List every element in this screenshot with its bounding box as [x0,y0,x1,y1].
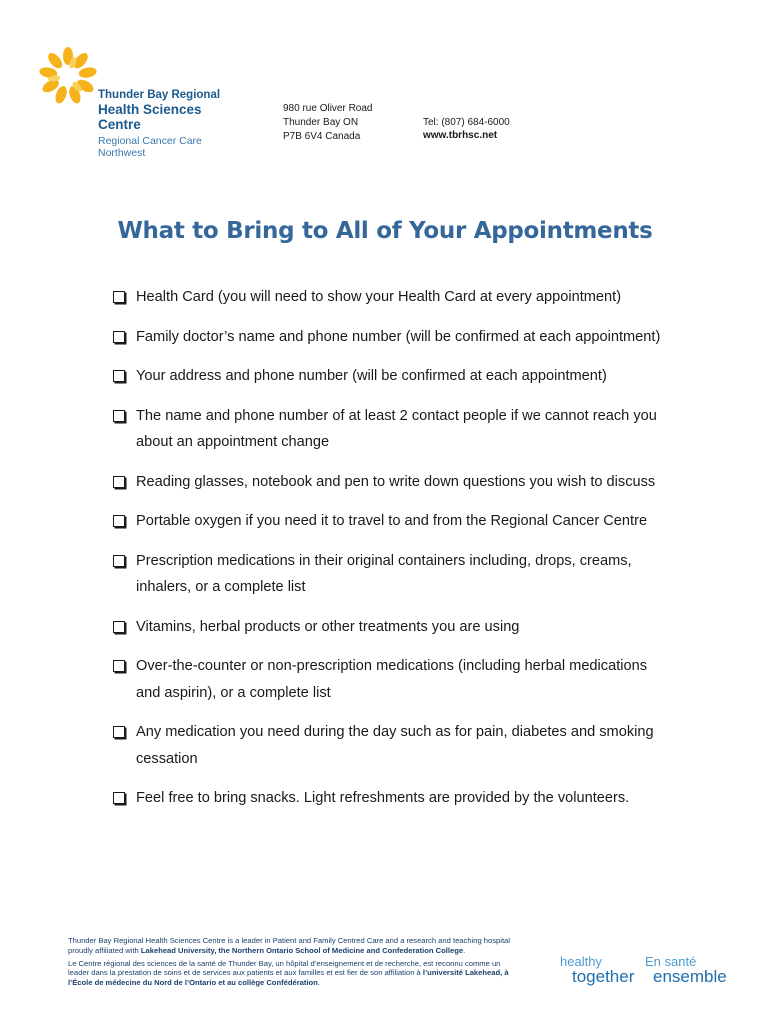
checkbox-icon[interactable] [113,726,125,738]
checklist-item-text: Vitamins, herbal products or other treatments you are using [136,618,520,635]
footer-english-text: Thunder Bay Regional Health Sciences Centre is a leader in Patient and Family Centred Care and a research and teaching hospital proudly affiliated with [68,936,510,955]
healthy-word: healthy [560,954,602,969]
en-sante-word: En santé [645,954,697,969]
logo-line-regional-cancer-care: Regional Cancer Care [98,135,202,147]
footer-french-affiliates: l’université Lakehead, à l’École de médecine du Nord de l’Ontario et au collège Confédération [68,968,509,988]
logo-line-thunder-bay: Thunder Bay Regional [98,89,221,101]
appointment-checklist [112,284,672,825]
address-city: Thunder Bay ON [283,117,359,128]
checklist-item [112,508,672,535]
checkbox-icon[interactable] [113,410,125,422]
checklist-item [112,324,672,351]
contact-info [423,116,510,142]
checkbox-icon[interactable] [113,370,125,382]
checklist-item [112,785,672,812]
phone-number: Tel: (807) 684-6000 [423,117,510,128]
page-title: What to Bring to All of Your Appointments [117,218,653,244]
checklist-item [112,284,672,311]
together-word: together [572,967,635,986]
logo-line-northwest: Northwest [98,147,146,159]
checkbox-icon[interactable] [113,555,125,567]
checklist-item-text: Family doctor’s name and phone number (will be confirmed at each appointment) [136,328,661,345]
checklist-item-text: Reading glasses, notebook and pen to write down questions you wish to discuss [136,473,656,490]
ensemble-word: ensemble [653,967,727,986]
website-link[interactable]: www.tbrhsc.net [423,130,498,141]
logo-line-health-sciences: Health Sciences [98,102,202,117]
checkbox-icon[interactable] [113,621,125,633]
checklist-item-text: Prescription medications in their original containers including, drops, creams, inhalers, or a complete list [136,552,632,595]
footer-english-end: . [463,945,466,955]
checkbox-icon[interactable] [113,515,125,527]
checkbox-icon[interactable] [113,660,125,672]
checklist-item [112,363,672,390]
checklist-item-text: Your address and phone number (will be confirmed at each appointment) [136,368,607,384]
healthy-together-logo [560,955,634,985]
checklist-item [112,719,672,772]
logo-line-centre: Centre [98,117,141,132]
sun-flower-icon [38,46,98,106]
footer-affiliation [68,936,518,991]
checkbox-icon[interactable] [113,291,125,303]
checklist-item [112,614,672,641]
footer-french-end: . [317,978,320,988]
mailing-address [283,102,373,144]
footer-french [68,959,518,988]
hospital-logo [38,46,238,166]
checklist-item-text: Health Card (you will need to show your Health Card at every appointment) [136,289,622,305]
footer-english [68,936,518,956]
checklist-item-text: Over-the-counter or non-prescription medications (including herbal medications and aspirin), or a complete list [136,658,648,701]
checkbox-icon[interactable] [113,331,125,343]
en-sante-ensemble-logo [645,955,727,985]
checklist-item [112,403,672,456]
checklist-item-text: Any medication you need during the day such as for pain, diabetes and smoking cessation [136,724,654,767]
checklist-item [112,469,672,496]
checklist-item-text: Feel free to bring snacks. Light refreshments are provided by the volunteers. [136,790,630,806]
footer-french-text: Le Centre régional des sciences de la santé de Thunder Bay, un hôpital d’enseignement et de recherche, est reconnu comme un leader dans la prestation de soins et de services aux patients et aux familles et est fier de son affiliation à [68,958,501,978]
checkbox-icon[interactable] [113,476,125,488]
address-street: 980 rue Oliver Road [283,103,373,114]
checklist-item-text: The name and phone number of at least 2 contact people if we cannot reach you about an appointment change [136,407,657,450]
checkbox-icon[interactable] [113,792,125,804]
checklist-item [112,653,672,706]
checklist-item-text: Portable oxygen if you need it to travel to and from the Regional Cancer Centre [136,513,648,529]
footer-english-affiliates: Lakehead University, the Northern Ontario School of Medicine and Confederation College [140,945,464,955]
checklist-item [112,548,672,601]
logo-wordmark [98,88,220,159]
address-postal: P7B 6V4 Canada [283,131,361,142]
